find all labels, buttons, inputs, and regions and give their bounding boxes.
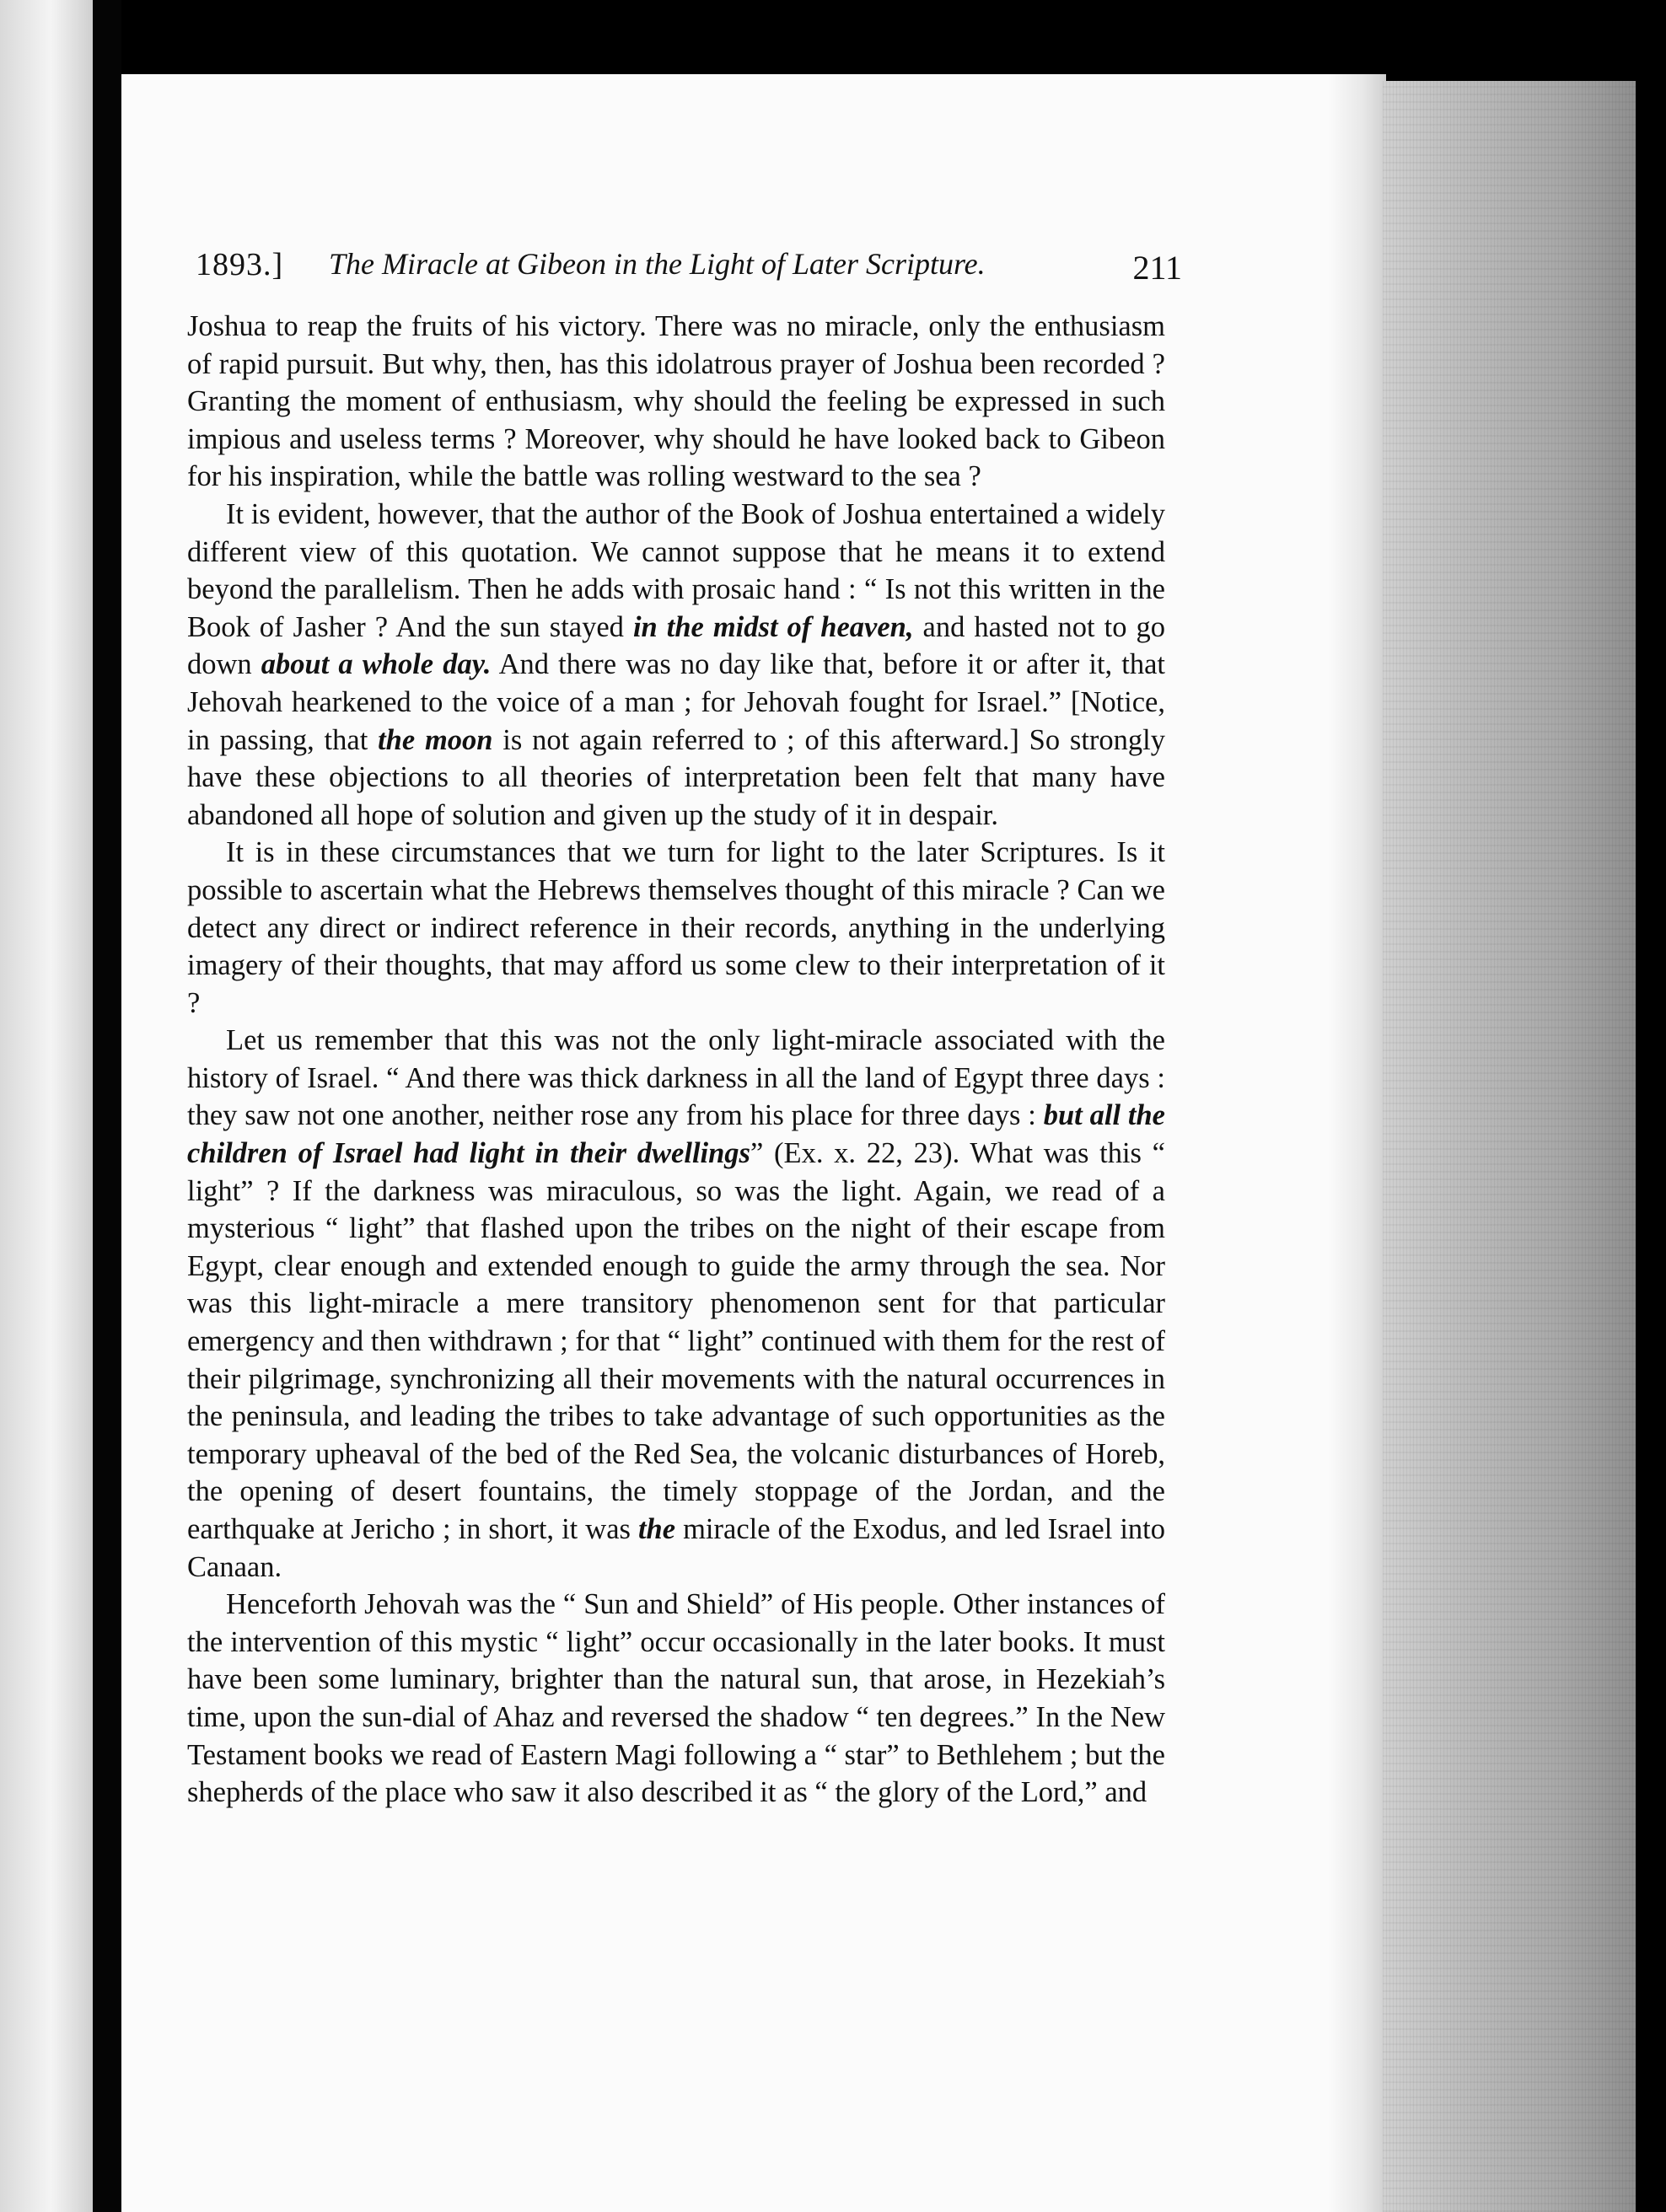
paragraph-text: Joshua to reap the fruits of his victory. There was no miracle, only the enthusiasm of rapid pursuit. But why, then, has this idolatrous prayer of Joshua been recorded ? Granting the moment of enthusiasm, why should the feeling be expressed in such impious and useless terms ? Moreover, why should he have looked back to Gibeon for his inspiration, while the battle was rolling westward to the sea ?: [187, 310, 1165, 493]
paragraph: [187, 1586, 1165, 1812]
running-head: [196, 243, 1182, 293]
running-head-year: 1893.]: [196, 247, 284, 282]
paragraph: [187, 834, 1165, 1022]
page-number: 211: [1132, 249, 1182, 287]
paragraph-text: Henceforth Jehovah was the “ Sun and Shield” of His people. Other instances of the intervention of this mystic “ light” occur occasionally in the later books. It must have been some luminary, brighter than the natural sun, that arose, in Hezekiah’s time, upon the sun-dial of Ahaz and reversed the shadow “ ten degrees.” In the New Testament books we read of Eastern Magi following a “ star” to Bethlehem ; but the shepherds of the place who saw it also described it as “ the glory of the Lord,” and: [187, 1588, 1165, 1809]
italic-phrase: but all the children of Israel had light in their dwellings: [187, 1099, 1165, 1170]
italic-phrase: about a whole day.: [261, 648, 492, 681]
paragraph-text: miracle of the Exodus, and led Israel into Canaan.: [187, 1513, 1165, 1583]
page-edge-shadow: [1328, 74, 1387, 2212]
paragraph-text: It is in these circumstances that we turn for light to the later Scriptures. Is it possible to ascertain what the Hebrews themselves thought of this miracle ? Can we detect any direct or indirect reference in their records, anything in the underlying imagery of their thoughts, that may afford us some clew to their interpretation of it ?: [187, 836, 1165, 1019]
paragraph-text: ” (Ex. x. 22, 23). What was this “ light” ? If the darkness was miraculous, so was the light. Again, we read of a mysterious “ light” that flashed upon the tribes on the night of their escape from Egypt, clear enough and extended enough to guide the army through the sea. Nor was this light-miracle a mere transitory phenomenon sent for that particular emergency and then withdrawn ; for that “ light” continued with them for the rest of their pilgrimage, synchronizing all their movements with the natural occurrences in the peninsula, and leading the tribes to take advantage of such opportunities as the temporary upheaval of the bed of the Red Sea, the volcanic disturbances of Horeb, the opening of desert fountains, the timely stoppage of the Jordan, and the earthquake at Jericho ; in short, it was: [187, 1137, 1165, 1545]
book-fore-edge: [1383, 81, 1636, 2212]
italic-phrase: the: [637, 1513, 676, 1545]
paragraph: [187, 1022, 1165, 1586]
paragraph: [187, 496, 1165, 834]
paragraph-text: is not again referred to ; of this afterward.] So strongly have these objections to all theories of interpretation been felt that many have abandoned all hope of solution and given up the study of it in despair.: [187, 723, 1166, 831]
running-head-title: The Miracle at Gibeon in the Light of Later Scripture.: [329, 247, 986, 281]
paragraph-text: Let us remember that this was not the only light-miracle associated with the history of Israel. “ And there was thick darkness in all the land of Egypt three days : they saw not one another, neither rose any from his place for three days :: [187, 1024, 1165, 1132]
body-text: [187, 308, 1165, 1812]
paragraph-text: and hasted not to go down: [187, 610, 1165, 681]
book-gutter: [93, 0, 121, 2212]
paragraph-text: And there was no day like that, before it or after it, that Jehovah hearkened to the voice of a man ; for Jehovah fought for Israel.” [Notice, in passing, that: [187, 648, 1165, 756]
italic-phrase: in the midst of heaven,: [632, 610, 914, 643]
italic-phrase: the moon: [378, 723, 493, 756]
facing-page-edge: [0, 0, 93, 2212]
paragraph: [187, 308, 1165, 496]
paragraph-text: It is evident, however, that the author of the Book of Joshua entertained a widely different view of this quotation. We cannot suppose that he means it to extend beyond the parallelism. Then he adds with prosaic hand : “ Is not this written in the Book of Jasher ? And the sun stayed: [187, 497, 1165, 643]
